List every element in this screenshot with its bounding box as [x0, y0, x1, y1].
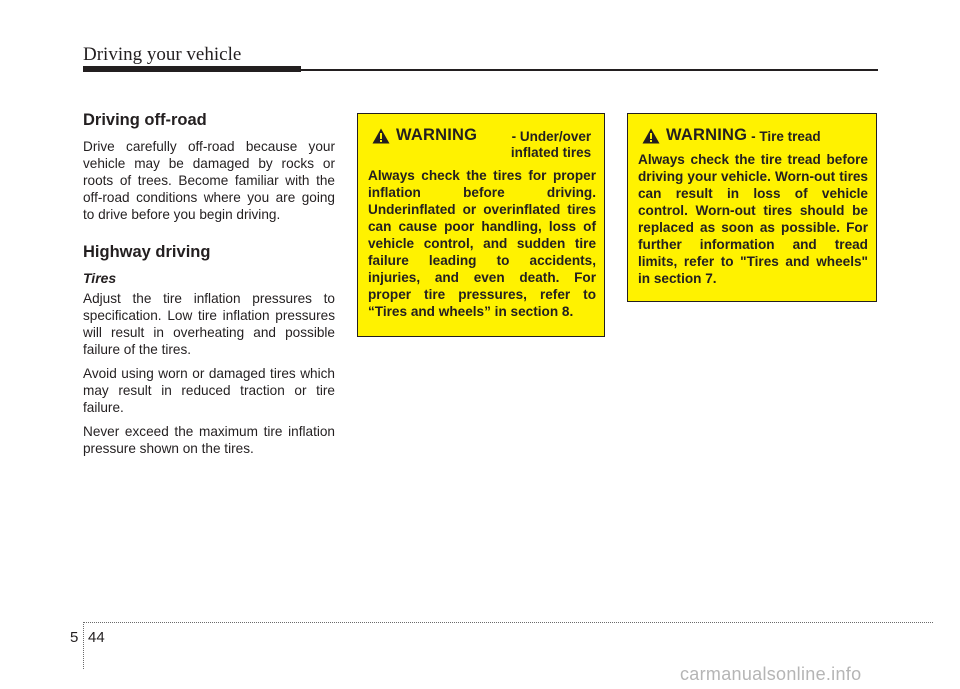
- footer-dotted-divider: [83, 622, 84, 669]
- watermark: carmanualsonline.info: [680, 664, 862, 684]
- warning-subtitle: - Under/over inflated tires: [510, 129, 592, 160]
- warning-header: [638, 126, 868, 145]
- warning-triangle-icon: [372, 128, 390, 144]
- warning-triangle-icon: [642, 128, 660, 144]
- footer-dotted-rule: [83, 622, 933, 623]
- warning-box-tread: [627, 113, 877, 302]
- warning-subtitle: - Tire tread: [751, 129, 821, 144]
- section-heading-off-road: Driving off-road: [83, 111, 207, 129]
- section-heading-highway: Highway driving: [83, 243, 211, 261]
- tires-paragraph-2: Avoid using worn or damaged tires which may result in reduced traction or tire failure.: [83, 366, 335, 415]
- off-road-paragraph: Drive carefully off-road because your vehicle may be damaged by rocks or roots of trees. Become familiar with the off-road conditions where you are going to drive before you begin driving.: [83, 139, 335, 222]
- warning-label: WARNING: [666, 126, 748, 144]
- subheading-tires: Tires: [83, 270, 117, 286]
- page-number: 44: [88, 629, 105, 646]
- left-column: [83, 111, 335, 464]
- warning-body: Always check the tires for proper inflation before driving. Underinflated or overinflated tires can cause poor handling, loss of vehicle control, and sudden tire failure leading to accidents, injuries, and even death. For proper tire pressures, refer to “Tires and wheels” in section 8.: [368, 168, 596, 319]
- warning-body: Always check the tire tread before driving your vehicle. Worn-out tires can result in loss of vehicle control. Worn-out tires should be replaced as soon as possible. For further information and tread limits, refer to "Tires and wheels" in section 7.: [638, 152, 868, 286]
- chapter-number: 5: [70, 629, 79, 646]
- warning-label: WARNING: [396, 126, 478, 144]
- tires-paragraph-3: Never exceed the maximum tire inflation pressure shown on the tires.: [83, 424, 335, 456]
- header-rule: [83, 69, 878, 71]
- page-header-title: Driving your vehicle: [83, 44, 242, 65]
- warning-header: [368, 126, 596, 161]
- warning-box-inflation: [357, 113, 605, 337]
- tires-paragraph-1: Adjust the tire inflation pressures to specification. Low tire inflation pressures will result in overheating and possible failure of the tires.: [83, 291, 335, 357]
